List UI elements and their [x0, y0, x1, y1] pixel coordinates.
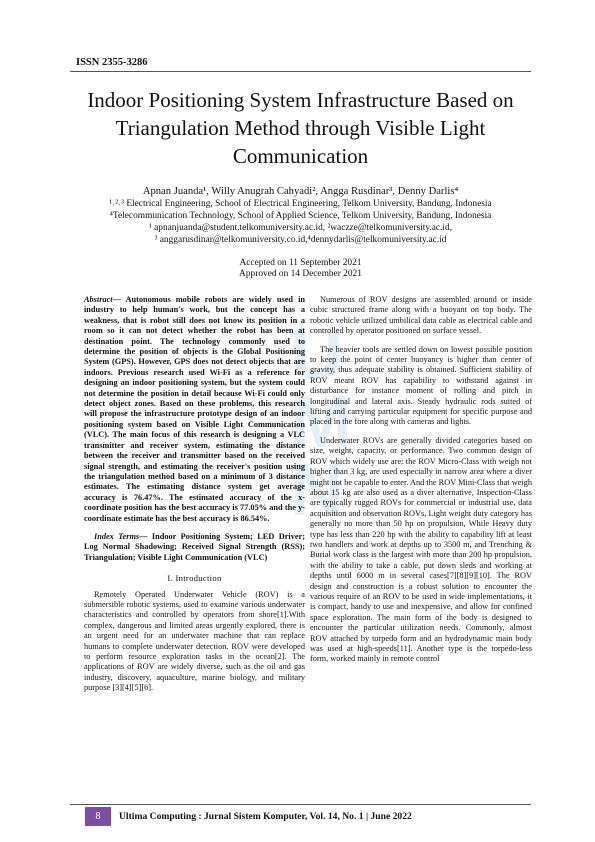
intro-paragraph-1: Remotely Operated Underwater Vehicle (ROV) is a submersible robotic systems, used to examine various underwater characteristics and controlled by operators from shore[1].With complex, dangerous and limited areas urgently explored, there is an urgent need for an underwater machine that can replace humans to complete underwater detection. ROV were developed to perform resource exploration tasks in the ocean[2]. The applications of ROV are widely diverse, such as the oil and gas industry, discovery, aquaculture, marine biology, and military purpose [3][4][5][6]. [84, 589, 305, 693]
author-names: Apnan Juanda¹, Willy Anugrah Cahyadi², Angga Rusdinar³, Denny Darlis⁴ [142, 186, 459, 197]
issn-label: ISSN 2355-3286 [76, 57, 148, 68]
page-number-badge: 8 [85, 807, 111, 826]
right-column [310, 295, 532, 673]
body-paragraph-3: Underwater ROVs are generally divided categories based on size, weight, capacity, or performance. Two common design of ROV which widely use are: the ROV Micro-Class with weigh not higher than 3 kg, are used especially in narrow area where a diver might not be capable to enter. And the ROV Mini-Class that weigh about 15 kg are also used as a diver alternative, Inspection-Class are typically rugged ROVs for commercial or industrial use, data acquisition and observation ROVs, Light weight duty category has generally no more than 50 hp on propulsion, While Heavy duty type has less than 220 hp with the ability to capability lift at least two handlers and work at depths up to 3500 m, and Trenching & Burial work class is the largest with more than 200 hp propulsion, with the ability to take a cable, put down sleds and working at depths until 6000 m in several cases[7][8][9][10]. The ROV design and construction is a robust solution to encounter the various require of an ROV to be used in wide implementations, it is compact, handy to use and inexpensive, and allow for confined space exploration. The main form of the body is designed to encounter the particular utilization needs. Commonly, almost ROV attached by torpedo form and an hydrodynamic main body was used at high-speeds[11]. Another type is the torpedo-less form, worked mainly in remote control [310, 435, 532, 664]
abstract [84, 295, 305, 524]
affiliation-1: ¹˒²˒³ Electrical Engineering, School of Electrical Engineering, Telkom University, Bandung, Indonesia [109, 199, 492, 209]
approved-date: Approved on 14 December 2021 [239, 269, 362, 279]
author-emails-1: ¹ apnanjuanda@student.telkomuniversity.ac.id, ²waczze@telkomuniversity.ac.id, [148, 223, 453, 233]
index-terms [84, 532, 305, 563]
paper-title: Indoor Positioning System Infrastructure Based on Triangulation Method through Visible Light Communication [87, 88, 514, 168]
section-heading-introduction: I. Introduction [167, 573, 222, 584]
submission-dates [70, 258, 531, 280]
index-terms-text: — Indoor Positioning System; LED Driver; Log Normal Shadowing; Received Signal Strength (RSS); Triangulation; Visible Light Communication (VLC) [84, 531, 306, 562]
body-paragraph-1: Numerous of ROV designs are assembled around or inside cubic structured frame along with a buoyant on top body. The robotic vehicle utilized umbilical data cable as electrical cable and controlled by operator positioned on surface vessel. [310, 295, 532, 336]
left-column [84, 295, 305, 702]
affiliation-2: ⁴Telecommunication Technology, School of Applied Science, Telkom University, Bandung, Indonesia [109, 211, 492, 221]
accepted-date: Accepted on 11 September 2021 [239, 258, 362, 268]
author-emails-2: ³ anggarusdinar@telkomuniversity.co.id,⁴dennydarlis@telkomuniversity.ac.id [154, 235, 447, 245]
watermark-logo: U M N [290, 312, 352, 531]
journal-citation: Ultima Computing : Jurnal Sistem Komputer, Vol. 14, No. 1 | June 2022 [119, 811, 412, 822]
footer-rule [70, 804, 531, 805]
abstract-label: Abstract [84, 295, 113, 304]
header-rule [70, 71, 531, 72]
body-paragraph-2: The heavier tools are settled down on lowest possible position to keep the point of center buoyancy is higher than center of gravity, thus adequate stability is obtained. Sufficient stability of ROV meant ROV has capability to withstand against in disturbance for instance moment of rolling and pitch in longitudinal and lateral axis. Steady hydraulic rods suited of lifting and carrying particular equipment for specific purpose and placed in the fore along with cameras and lights. [310, 344, 532, 427]
index-terms-label: Index Terms [94, 531, 140, 541]
abstract-text: — Autonomous mobile robots are widely used in industry to help human's work, but the concept has a weakness, that is robot still does not know its position in a room so it can not detect whether the robot has been at destination point. The technology commonly used to determine the position of objects is the Global Positioning System (GPS). However, GPS does not detect objects that are indoors. Previous research used Wi-Fi as a reference for designing an indoor positioning system, but the system could not determine the position in detail because Wi-Fi could only detect object zones. Based on these problems, this research will propose the infrastructure prototype design of an indoor positioning system based on Visible Light Communication (VLC). The main focus of this research is designing a VLC transmitter and receiver system, estimating the distance between the receiver and transmitter based on the received signal strength, and estimating the receiver's position using the triangulation method based on a minimum of 3 distance estimates. The estimating distance system get average accuracy is 76.47%. The estimated accuracy of the x-coordinate position has the best accuracy is 77.05% and the y-coordinate estimate has the best accuracy is 86.54%. [84, 295, 305, 523]
author-block [70, 186, 531, 246]
